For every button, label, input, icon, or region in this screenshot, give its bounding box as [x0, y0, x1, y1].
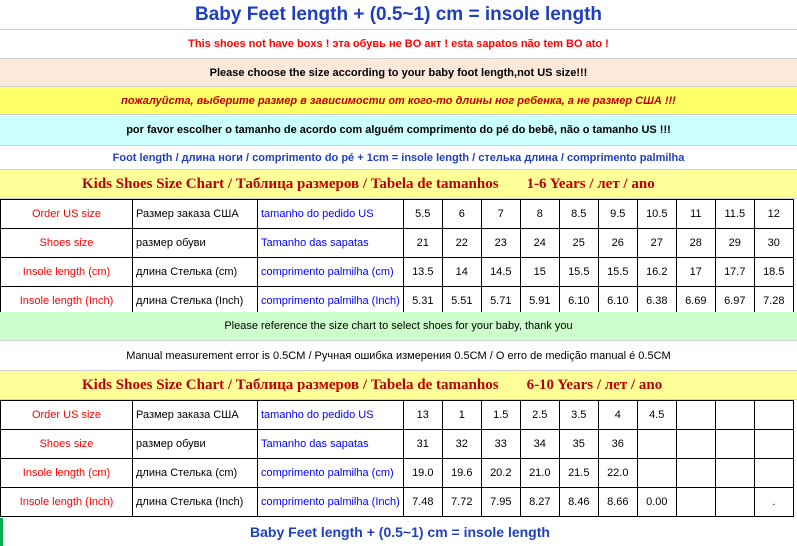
row-label-portuguese: Tamanho das sapatas [258, 430, 404, 459]
table-cell [676, 488, 715, 517]
row-label-portuguese: tamanho do pedido US [258, 200, 404, 229]
table-cell: 1.5 [481, 401, 520, 430]
table-cell: 8 [520, 200, 559, 229]
row-label-portuguese: comprimento palmilha (cm) [258, 258, 404, 287]
table-cell: 6.69 [676, 287, 715, 316]
table-cell: 11 [676, 200, 715, 229]
table-cell: 6.10 [598, 287, 637, 316]
table-cell [715, 488, 754, 517]
table-row [1, 200, 794, 229]
row-label-portuguese: tamanho do pedido US [258, 401, 404, 430]
table-cell: 22 [442, 229, 481, 258]
table-cell: 25 [559, 229, 598, 258]
table-cell: 19.0 [403, 459, 442, 488]
row-label-russian: размер обуви [133, 229, 258, 258]
table-row [1, 229, 794, 258]
table-cell: 5.51 [442, 287, 481, 316]
table-cell: 4 [598, 401, 637, 430]
table-cell: 17.7 [715, 258, 754, 287]
chart1-title: Kids Shoes Size Chart / Таблица размеров / Tabela de tamanhos [82, 175, 499, 192]
table-cell: 6.38 [637, 287, 676, 316]
chart1-years: 1-6 Years / лет / ano [526, 175, 655, 192]
table-cell [637, 459, 676, 488]
row-label: Insole length (cm) [1, 258, 133, 287]
table-cell: 21 [403, 229, 442, 258]
table-cell: 15.5 [559, 258, 598, 287]
row-label-portuguese: comprimento palmilha (cm) [258, 459, 404, 488]
row-label-russian: длина Стелька (cm) [133, 459, 258, 488]
table-cell: 5.31 [403, 287, 442, 316]
table-cell: 7.48 [403, 488, 442, 517]
table-cell: 13 [403, 401, 442, 430]
table-cell: 36 [598, 430, 637, 459]
table-cell: 9.5 [598, 200, 637, 229]
table-cell: 15.5 [598, 258, 637, 287]
table-cell: 31 [403, 430, 442, 459]
table-cell: 33 [481, 430, 520, 459]
table-cell: 26 [598, 229, 637, 258]
no-box-notice: This shoes not have boxs ! эта обувь не BO акт ! esta sapatos não tem BO ato ! [0, 30, 797, 59]
table-cell: 8.5 [559, 200, 598, 229]
row-label-russian: длина Стелька (cm) [133, 258, 258, 287]
row-label: Insole length (Inch) [1, 488, 133, 517]
footer-formula: Baby Feet length + (0.5~1) cm = insole length [0, 518, 797, 546]
row-label-russian: Размер заказа США [133, 200, 258, 229]
table-cell: 8.27 [520, 488, 559, 517]
row-label-portuguese: comprimento palmilha (Inch) [258, 287, 404, 316]
row-label: Order US size [1, 200, 133, 229]
chart2-title: Kids Shoes Size Chart / Таблица размеров / Tabela de tamanhos [82, 376, 499, 393]
table-cell [754, 401, 793, 430]
table-cell: 23 [481, 229, 520, 258]
table-cell: 34 [520, 430, 559, 459]
table-cell: 5.91 [520, 287, 559, 316]
size-table-6-10-years [0, 400, 794, 517]
table-cell: 6.97 [715, 287, 754, 316]
table-cell: 12 [754, 200, 793, 229]
row-label-russian: длина Стелька (Inch) [133, 287, 258, 316]
table-row [1, 430, 794, 459]
table-cell: 3.5 [559, 401, 598, 430]
table-cell: 11.5 [715, 200, 754, 229]
table-cell: 6.10 [559, 287, 598, 316]
table-cell: 6 [442, 200, 481, 229]
table-cell: 7 [481, 200, 520, 229]
size-notice-russian: пожалуйста, выберите размер в зависимости от кого-то длины ног ребенка, а не размер США !!! [0, 87, 797, 115]
table-cell: 8.66 [598, 488, 637, 517]
table-cell [754, 430, 793, 459]
table-cell: 28 [676, 229, 715, 258]
table-cell: 14.5 [481, 258, 520, 287]
table-cell: 0.00 [637, 488, 676, 517]
table-row [1, 401, 794, 430]
table-cell [715, 430, 754, 459]
table-cell: 10.5 [637, 200, 676, 229]
insole-formula: Foot length / длина ноги / comprimento do pé + 1cm = insole length / стелька длина / comprimento palmilha [0, 146, 797, 170]
table-cell: 2.5 [520, 401, 559, 430]
manual-error-note: Manual measurement error is 0.5CM / Ручная ошибка измерения 0.5CM / O erro de medição manual é 0.5CM [0, 341, 797, 371]
row-label: Shoes size [1, 229, 133, 258]
table-cell [754, 459, 793, 488]
table-cell: 5.71 [481, 287, 520, 316]
table-cell: 4.5 [637, 401, 676, 430]
row-label: Shoes size [1, 430, 133, 459]
table-cell [637, 430, 676, 459]
table-cell: 35 [559, 430, 598, 459]
table-cell: 13.5 [403, 258, 442, 287]
size-table-1-6-years [0, 199, 794, 316]
table-row [1, 488, 794, 517]
table-cell: 16.2 [637, 258, 676, 287]
size-notice-english: Please choose the size according to your baby foot length,not US size!!! [0, 59, 797, 87]
table-cell: 17 [676, 258, 715, 287]
table-cell [676, 459, 715, 488]
table-cell: . [754, 488, 793, 517]
table-cell: 19.6 [442, 459, 481, 488]
table-cell: 7.28 [754, 287, 793, 316]
row-label-portuguese: comprimento palmilha (Inch) [258, 488, 404, 517]
row-label-russian: размер обуви [133, 430, 258, 459]
chart2-title-row [0, 371, 797, 400]
row-label-portuguese: Tamanho das sapatas [258, 229, 404, 258]
table-cell: 20.2 [481, 459, 520, 488]
table-cell [676, 401, 715, 430]
table-cell: 27 [637, 229, 676, 258]
table-cell: 21.0 [520, 459, 559, 488]
row-label: Insole length (cm) [1, 459, 133, 488]
row-label: Insole length (Inch) [1, 287, 133, 316]
table-cell: 32 [442, 430, 481, 459]
table-cell: 22.0 [598, 459, 637, 488]
table-cell [715, 401, 754, 430]
reference-note: Please reference the size chart to select shoes for your baby, thank you [0, 312, 797, 341]
table-cell: 5.5 [403, 200, 442, 229]
row-label: Order US size [1, 401, 133, 430]
table-row [1, 258, 794, 287]
row-label-russian: длина Стелька (Inch) [133, 488, 258, 517]
table-cell: 29 [715, 229, 754, 258]
table-cell: 1 [442, 401, 481, 430]
table-cell [676, 430, 715, 459]
table-cell: 18.5 [754, 258, 793, 287]
table-cell: 14 [442, 258, 481, 287]
table-cell: 30 [754, 229, 793, 258]
table-cell: 24 [520, 229, 559, 258]
table-cell: 7.95 [481, 488, 520, 517]
table-row [1, 459, 794, 488]
size-notice-portuguese: por favor escolher o tamanho de acordo com alguém comprimento do pé do bebê, não o tamanho US !!! [0, 115, 797, 146]
chart2-years: 6-10 Years / лет / ano [526, 376, 663, 393]
table-cell: 8.46 [559, 488, 598, 517]
row-label-russian: Размер заказа США [133, 401, 258, 430]
chart1-title-row [0, 170, 797, 199]
page-title: Baby Feet length + (0.5~1) cm = insole length [0, 0, 797, 30]
table-cell: 7.72 [442, 488, 481, 517]
table-cell: 15 [520, 258, 559, 287]
table-cell [715, 459, 754, 488]
table-cell: 21.5 [559, 459, 598, 488]
